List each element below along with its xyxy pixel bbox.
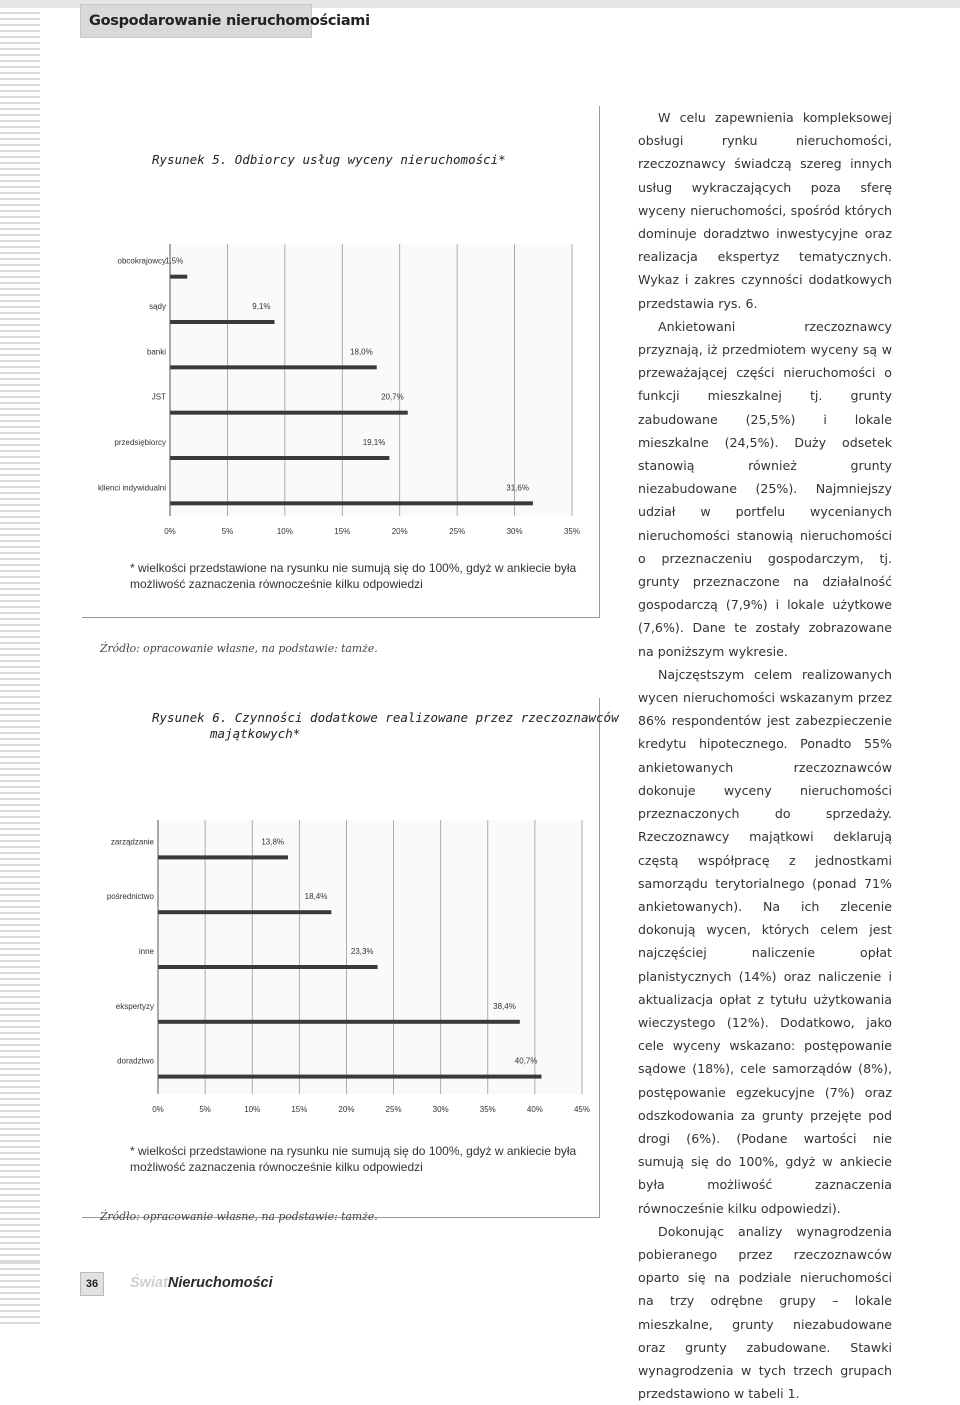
paragraph: Dokonując analizy wynagrodzenia pobieranego przez rzeczoznawców oparto się na podziale nieruchomości na trzy odrębne grupy – lokale mieszkalne, grunty niezabudowane oraz grunty zabudowane. Stawki wynagrodzenia w tych trzech grupach przedstawiono w tabeli 1. xyxy=(638,1223,892,1402)
x-tick-label: 0% xyxy=(152,1105,164,1114)
x-tick-label: 15% xyxy=(291,1105,308,1114)
page-number: 36 xyxy=(80,1272,104,1296)
category-label: klienci indywidualni xyxy=(97,483,166,493)
x-tick-label: 30% xyxy=(432,1105,449,1114)
x-tick-label: 35% xyxy=(479,1105,496,1114)
category-label: inne xyxy=(138,947,154,956)
category-label: doradztwo xyxy=(117,1056,154,1066)
section-title: Gospodarowanie nieruchomościami xyxy=(89,13,370,29)
figure6-footnote: * wielkości przedstawione na rysunku nie sumują się do 100%, gdyż w ankiecie była możliwość zaznaczenia równocześnie kilku odpowiedzi xyxy=(130,1144,577,1174)
bar xyxy=(158,855,288,859)
bar xyxy=(158,1020,520,1024)
data-label: 40,7% xyxy=(514,1056,538,1066)
x-tick-label: 5% xyxy=(221,527,234,536)
bar xyxy=(170,456,389,460)
plot-area xyxy=(170,244,572,516)
x-tick-label: 0% xyxy=(164,527,176,536)
data-label: 23,3% xyxy=(350,947,374,956)
x-tick-label: 20% xyxy=(338,1105,355,1114)
x-tick-label: 45% xyxy=(573,1105,591,1114)
bar xyxy=(170,365,377,369)
x-tick-label: 25% xyxy=(449,527,466,536)
figure6-title: Rysunek 6. Czynności dodatkowe realizowane przez rzeczoznawców xyxy=(152,710,619,725)
x-tick-label: 15% xyxy=(334,527,351,536)
left-margin-pattern xyxy=(0,12,40,1328)
x-tick-label: 5% xyxy=(199,1105,211,1114)
bar xyxy=(170,275,187,279)
paragraph: Ankietowani rzeczoznawcy przyznają, iż przedmiotem wyceny są w przeważającej części nieruchomości o funkcji mieszkalnej tj. grunty zabudowane (25,5%) i lokale mieszkalne (24,5%). Duży odsetek stanowią również grunty niezabudowane (25%). Najmniejszy udział w portfelu wycenianych nieruchomości stanowią nieruchomości o przeznaczeniu gospodarczym, tj. grunty przeznaczone na działalność gospodarczą (7,9%) i lokale użytkowe (7,6%). Dane te zostały zobrazowane na poniższym wykresie. xyxy=(638,318,892,659)
data-label: 19,1% xyxy=(362,438,386,447)
category-label: ekspertyzy xyxy=(115,1001,154,1011)
bar xyxy=(170,320,275,324)
data-label: 18,0% xyxy=(350,347,373,357)
figure5-footnote: * wielkości przedstawione na rysunku nie sumują się do 100%, gdyż w ankiecie była możliwość zaznaczenia równocześnie kilku odpowiedzi xyxy=(130,561,577,591)
x-tick-label: 10% xyxy=(244,1105,261,1114)
data-label: 20,7% xyxy=(381,392,404,402)
data-label: 9,1% xyxy=(252,302,271,311)
bar xyxy=(158,965,378,969)
bar xyxy=(170,411,408,415)
section-header xyxy=(80,4,370,38)
paragraph: Najczęstszym celem realizowanych wycen nieruchomości wskazanym przez 86% respondentów jest zabezpieczenie kredytu hipotecznego. Ponadto 55% ankietowanych rzeczoznawców dokonuje wyceny nieruchomości przeznaczonych do sprzedaży. Rzeczoznawcy majątkowi deklarują częstą współpracę z jednostkami samorządu terytorialnego (ponad 71% ankietowanych). Na ich zlecenie dokonują wycen, których celem jest najczęściej naliczenie opłat planistycznych (14%) oraz naliczenie i aktualizacja opłat z tytułu użytkowania wieczystego (12%). Dodatkowo, jako cele wyceny wskazano: postępowanie sądowe (18%), cele samorządów (8%), postępowanie egzekucyjne (7%) oraz odszkodowania za grunty przejęte pod drogi (6%). (Podane wartości nie sumują się do 100%, gdyż w ankiecie była możliwość zaznaczenia równocześnie kilku odpowiedzi). xyxy=(638,666,892,1216)
category-label: banki xyxy=(146,347,166,357)
data-label: 31,6% xyxy=(506,483,529,493)
data-label: 1,5% xyxy=(164,256,184,266)
category-label: zarządzanie xyxy=(110,837,154,847)
article-body xyxy=(638,106,892,1405)
plot-area xyxy=(158,820,582,1094)
paragraph: W celu zapewnienia kompleksowej obsługi rynku nieruchomości, rzeczoznawcy świadczą szereg innych usług wykraczających poza sferę wyceny nieruchomości, spośród których dominuje doradztwo inwestycyjne oraz realizacja ekspertyz tematycznych. Wykaz i zakres czynności dodatkowych przedstawia rys. 6. xyxy=(638,110,892,311)
x-tick-label: 30% xyxy=(506,527,523,536)
x-tick-label: 10% xyxy=(276,527,293,536)
data-label: 38,4% xyxy=(493,1001,516,1011)
category-label: przedsiębiorcy xyxy=(114,438,166,447)
bar xyxy=(158,1075,541,1079)
category-label: JST xyxy=(151,392,166,402)
category-label: obcokrajowcy xyxy=(117,256,166,266)
data-label: 18,4% xyxy=(304,892,328,902)
x-tick-label: 35% xyxy=(563,527,581,536)
figure5-chart xyxy=(82,240,592,540)
figure6-chart xyxy=(82,820,592,1120)
x-tick-label: 20% xyxy=(391,527,408,536)
data-label: 13,8% xyxy=(261,837,285,847)
figure5-title: Rysunek 5. Odbiorcy usług wyceny nieruchomości* xyxy=(152,152,506,167)
category-label: pośrednictwo xyxy=(106,892,154,902)
x-tick-label: 40% xyxy=(526,1105,543,1114)
bar xyxy=(170,501,533,505)
category-label: sądy xyxy=(149,302,166,311)
figure6-source: Źródło: opracowanie własne, na podstawie: tamże. xyxy=(100,1210,378,1223)
bar xyxy=(158,910,331,914)
magazine-logo: ŚwiatNieruchomości xyxy=(130,1275,273,1291)
figure5-source: Źródło: opracowanie własne, na podstawie: tamże. xyxy=(100,642,378,655)
x-tick-label: 25% xyxy=(385,1105,402,1114)
figure6-title-line2: majątkowych* xyxy=(210,726,301,741)
bottom-margin-pattern xyxy=(0,1262,40,1328)
